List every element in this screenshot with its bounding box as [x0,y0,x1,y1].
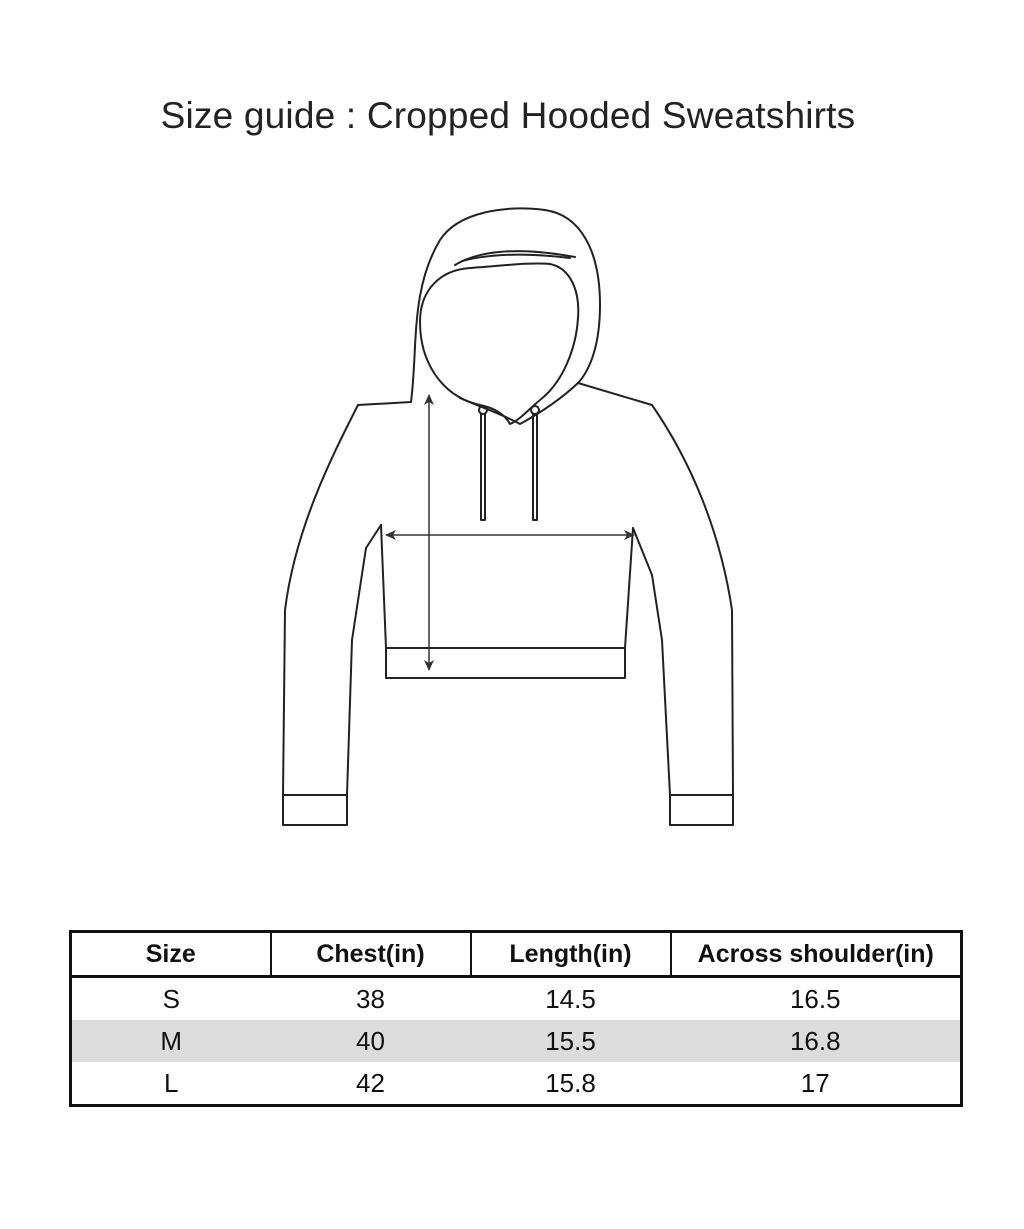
size-chart-table [69,930,963,1107]
drawstring-right [533,414,537,520]
hood-opening [420,263,578,424]
right-cuff [670,795,733,825]
across-shoulder-cell: 16.5 [789,983,841,1014]
left-cuff [283,795,347,825]
column-header-length: Length(in) [471,932,671,977]
across-shoulder-cell: 17 [800,1067,830,1098]
column-header-size: Size [71,932,271,977]
shoulder-left [358,402,411,405]
right-sleeve [652,405,733,795]
length-cell: 14.5 [545,983,596,1014]
left-sleeve [283,405,358,795]
waistband [386,648,625,678]
table-row [71,977,962,1021]
length-cell: 15.8 [545,1067,596,1098]
column-header-across-shoulder: Across shoulder(in) [671,932,962,977]
hood-outline [411,209,600,424]
across-shoulder-cell: 16.8 [671,1020,962,1062]
drawstring-left [481,414,485,520]
chest-cell: 40 [271,1020,471,1062]
chest-cell: 38 [356,983,385,1014]
table-row [71,1062,962,1106]
size-cell: L [164,1067,179,1098]
size-cell: S [162,983,180,1014]
column-header-chest: Chest(in) [271,932,471,977]
table-row [71,1020,962,1062]
chest-cell: 42 [356,1067,385,1098]
length-cell: 15.5 [471,1020,671,1062]
size-cell: M [71,1020,271,1062]
page-title: Size guide : Cropped Hooded Sweatshirts [160,95,856,136]
shoulder-right [578,383,652,405]
table-header-row [71,932,962,977]
